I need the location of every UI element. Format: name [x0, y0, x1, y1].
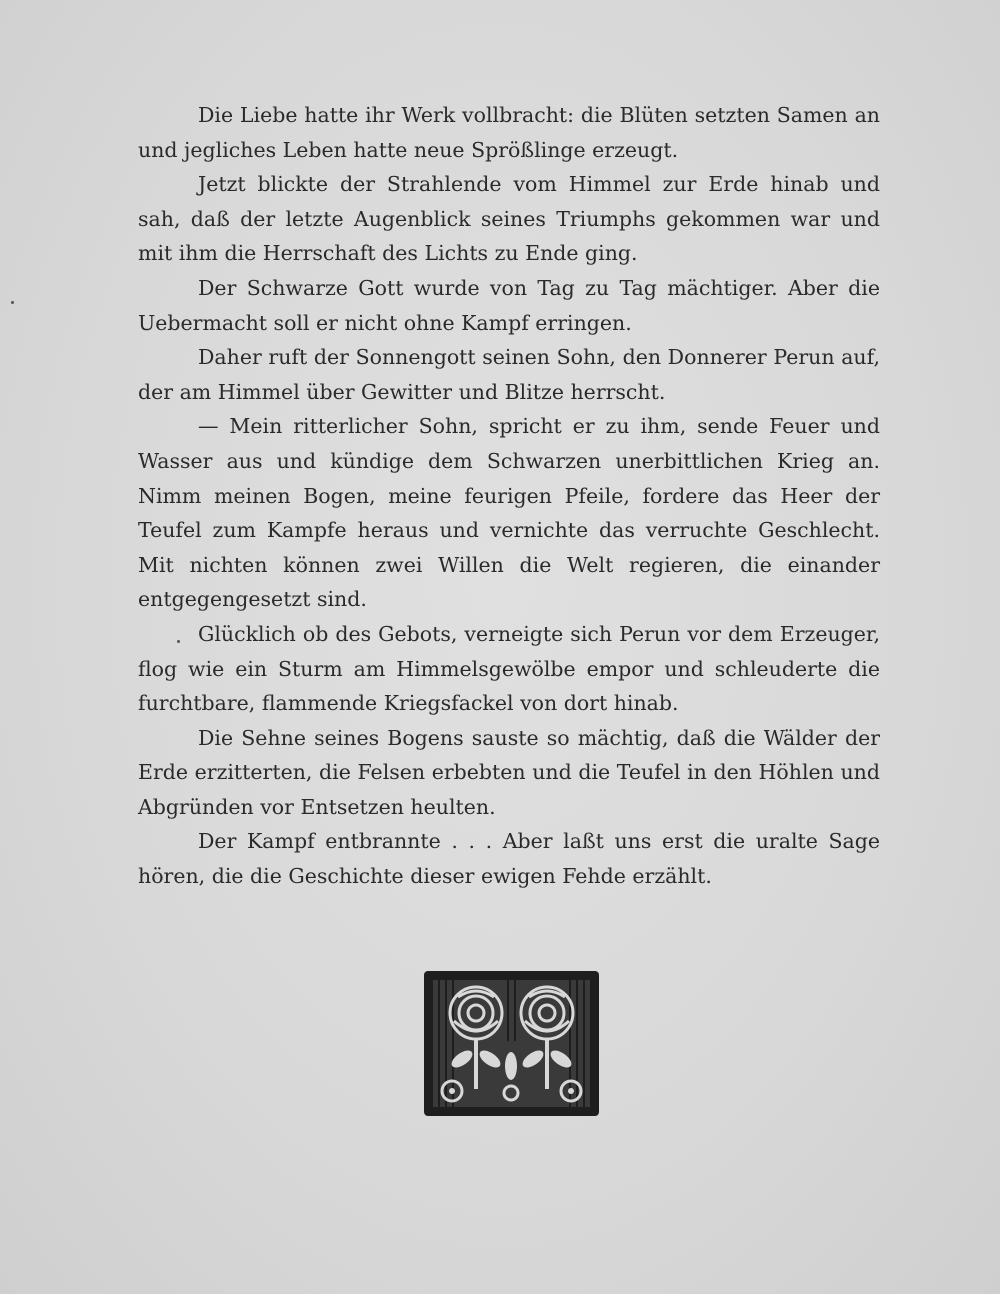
paragraph: Die Liebe hatte ihr Werk vollbracht: die Blüten setzten Samen an und jegliches Leben hatte neue Sprößlinge erzeugt.: [138, 103, 880, 162]
paragraph: — Mein ritterlicher Sohn, spricht er zu ihm, sende Feuer und Wasser aus und kündige dem Schwarzen unerbittlichen Krieg an. Nimm meinen Bogen, meine feurigen Pfeile, fordere das Heer der Teufel zum Kampfe heraus und vernichte das verruchte Geschlecht. Mit nichten können zwei Willen die Welt regieren, die einander entgegengesetzt sind.: [138, 414, 880, 612]
paragraph: Der Kampf entbrannte . . . Aber laßt uns erst die uralte Sage hören, die die Geschichte dieser ewigen Fehde erzählt.: [138, 829, 880, 889]
paragraph: Die Sehne seines Bogens sauste so mächtig, daß die Wälder der Erde erzitterten, die Felsen erbebten und die Teufel in den Höhlen und Abgründen vor Entsetzen heulten.: [138, 725, 880, 819]
twin-rose-woodcut-icon: [424, 971, 599, 1116]
paragraph: Der Schwarze Gott wurde von Tag zu Tag mächtiger. Aber die Uebermacht soll er nicht ohne Kampf erringen.: [138, 275, 880, 335]
paragraph: Jetzt blickte der Strahlende vom Himmel zur Erde hinab und sah, daß der letzte Augenblick seines Triumphs gekommen war und mit ihm die Herrschaft des Lichts zu Ende ging.: [138, 172, 880, 266]
paragraph: Daher ruft der Sonnengott seinen Sohn, den Donnerer Perun auf, der am Himmel über Gewitter und Blitze herrscht.: [138, 345, 880, 404]
paragraph: Glücklich ob des Gebots, verneigte sich Perun vor dem Erzeuger, flog wie ein Sturm am Himmelsgewölbe empor und schleuderte die furchtbare, flammende Kriegsfackel von dort hinab.: [138, 621, 880, 716]
ink-speck: [11, 301, 14, 304]
body-text: [138, 98, 880, 894]
